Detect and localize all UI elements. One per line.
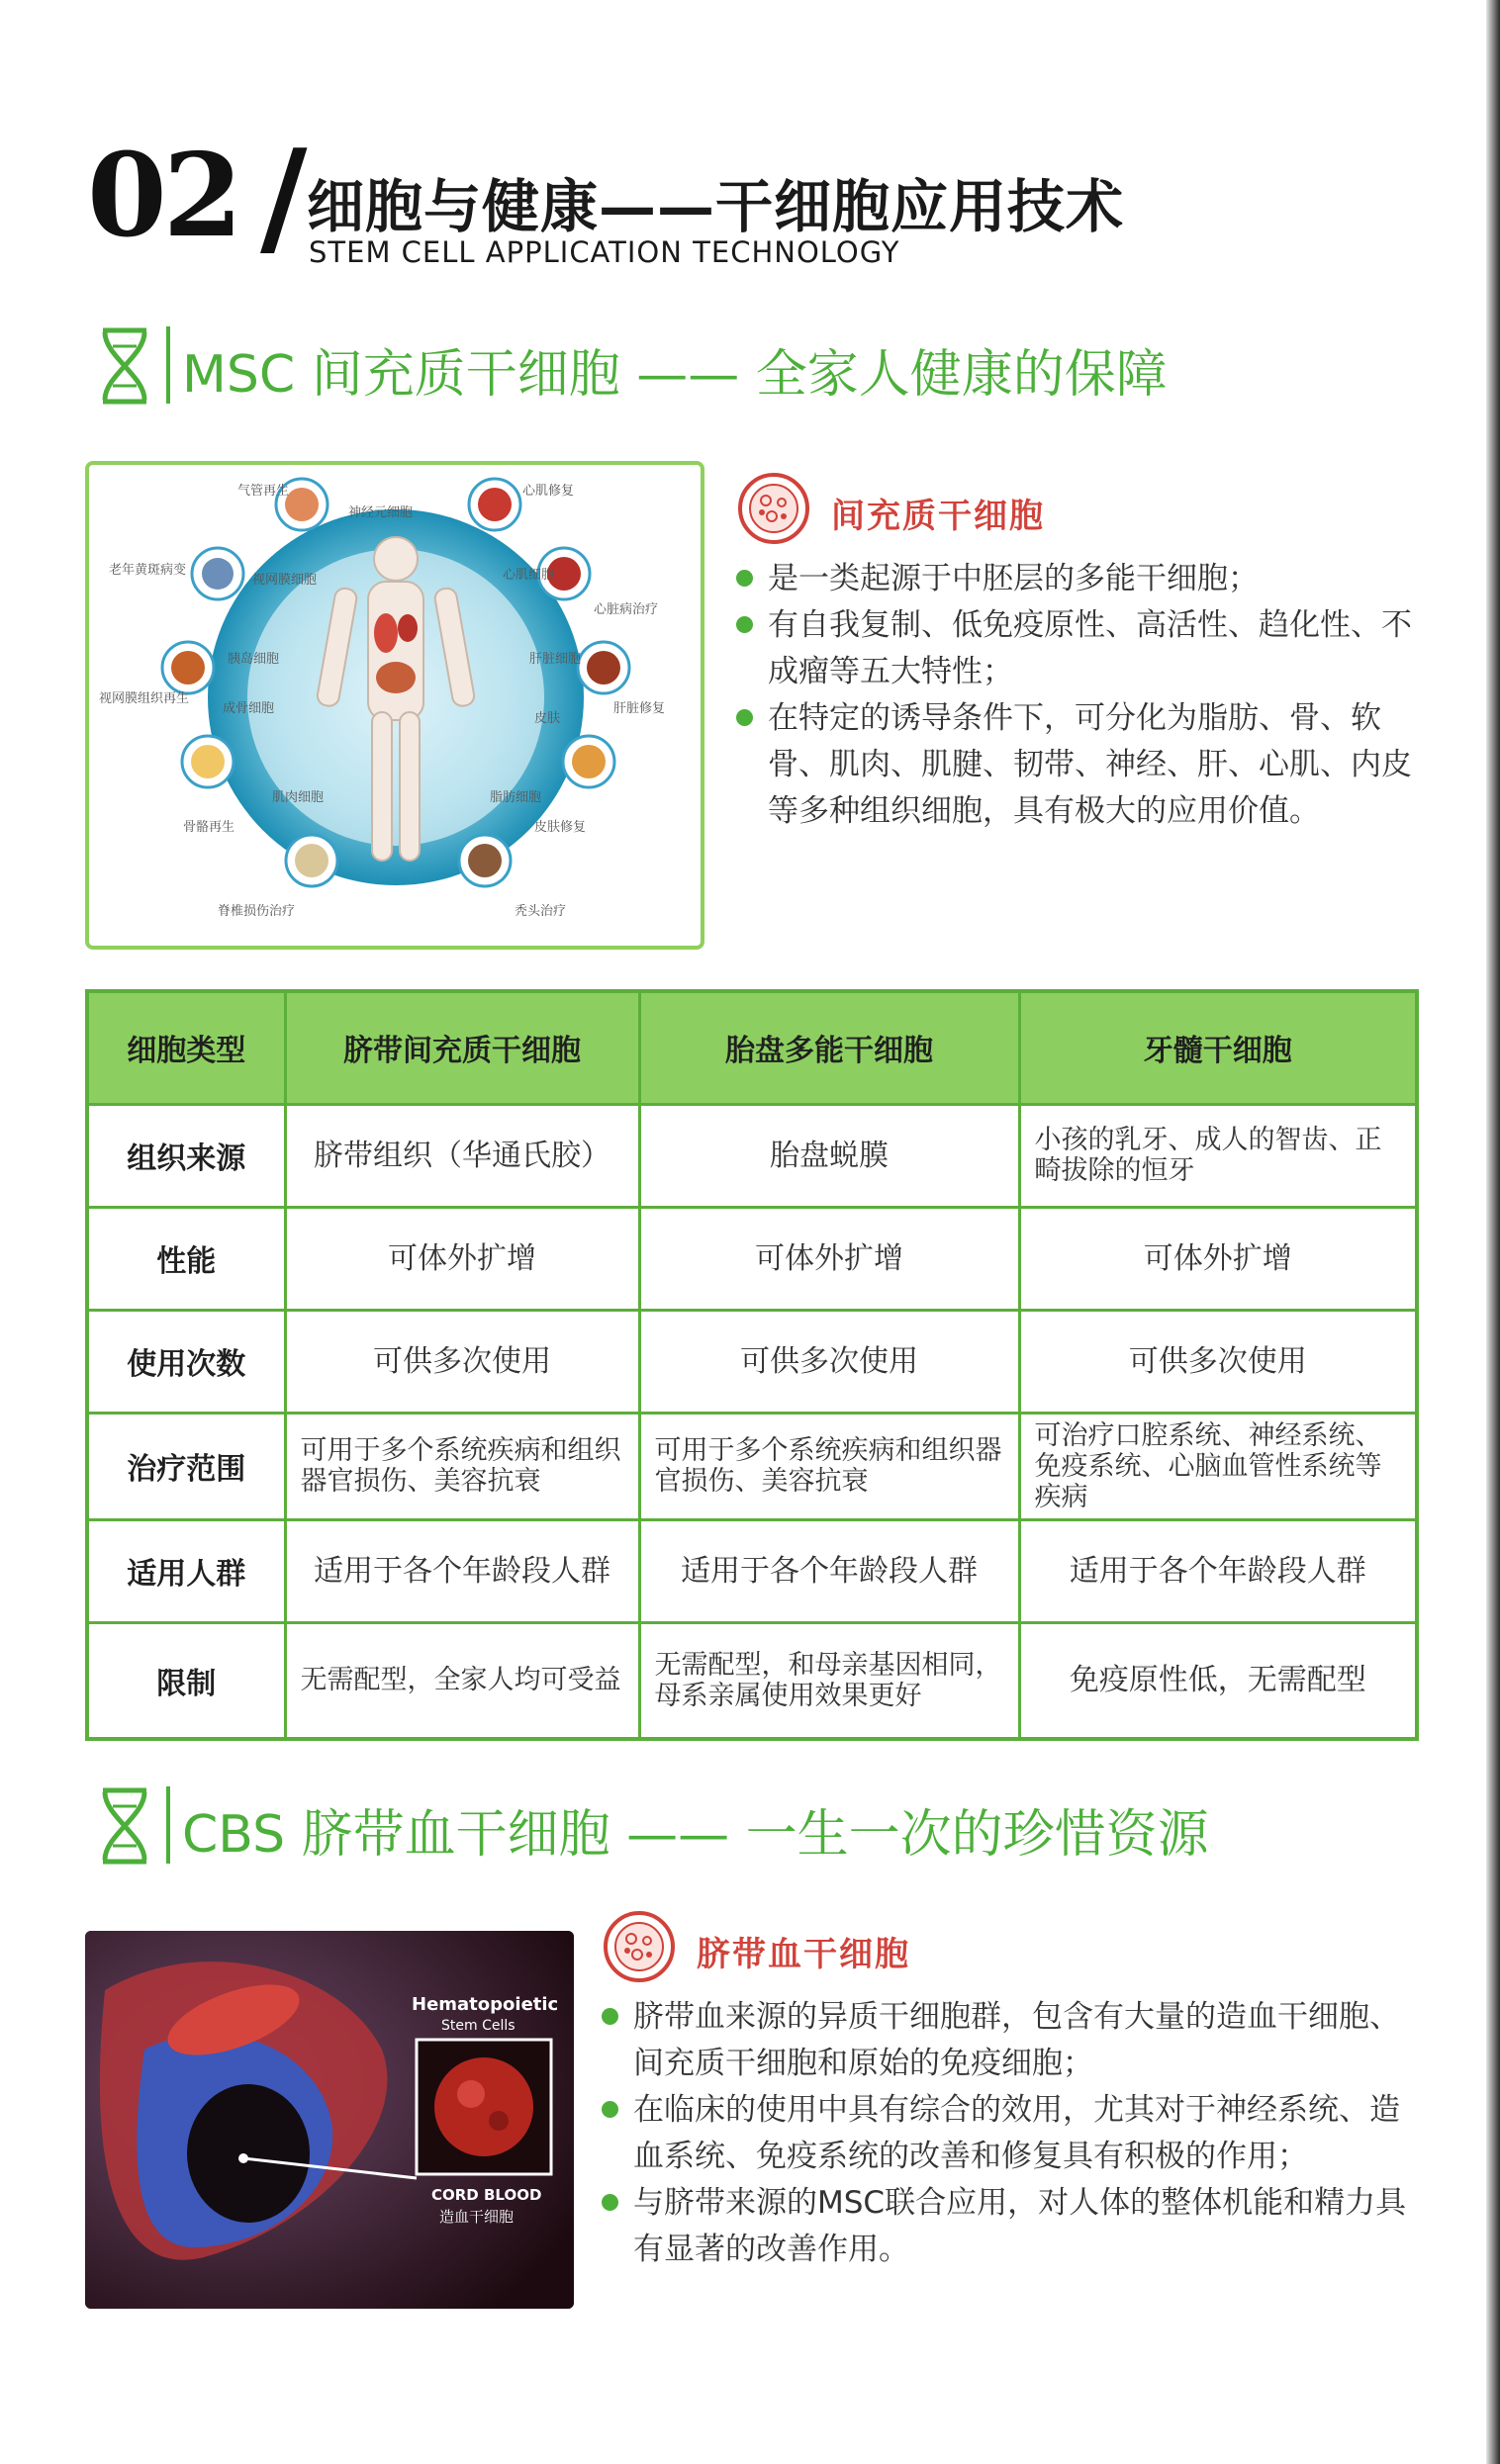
bullet-dot-icon [602, 2194, 618, 2211]
table-cell: 可体外扩增 [1019, 1207, 1417, 1310]
table-cell: 可供多次使用 [285, 1310, 639, 1413]
bullet-dot-icon [602, 2008, 618, 2025]
list-item: 脐带血来源的异质干细胞群，包含有大量的造血干细胞、间充质干细胞和原始的免疫细胞； [602, 1994, 1413, 2087]
table-cell: 可体外扩增 [285, 1207, 639, 1310]
human-body-illustration [89, 465, 701, 946]
page-edge-shadow [1486, 0, 1500, 2464]
table-cell: 适用于各个年龄段人群 [639, 1519, 1019, 1622]
figure-label: 视网膜细胞 [252, 573, 318, 588]
row-label: 限制 [87, 1622, 285, 1739]
dna-icon [95, 1786, 154, 1866]
figure-label: 脂肪细胞 [490, 790, 542, 805]
msc-info-title: 间充质干细胞 [831, 497, 1045, 536]
table-cell: 免疫原性低，无需配型 [1019, 1622, 1417, 1739]
table-cell: 可用于多个系统疾病和组织器官损伤、美容抗衰 [639, 1413, 1019, 1519]
section-msc-heading [95, 326, 1282, 415]
cbs-info-block [602, 1909, 1413, 2273]
figure-label: 肌肉细胞 [272, 790, 325, 805]
table-cell: 小孩的乳牙、成人的智齿、正畸拔除的恒牙 [1019, 1104, 1417, 1207]
cell-icon [602, 1909, 677, 1984]
heading-divider [166, 326, 170, 404]
figure-label: Stem Cells [441, 2018, 516, 2034]
dna-icon [95, 326, 154, 406]
figure-label: 皮肤 [534, 711, 561, 726]
stem-cell-comparison-table [85, 989, 1419, 1741]
section-msc-title: MSC 间充质干细胞 —— 全家人健康的保障 [182, 345, 1168, 405]
list-item: 与脐带来源的MSC联合应用，对人体的整体机能和精力具有显著的改善作用。 [602, 2180, 1413, 2273]
figure-label: 肝脏修复 [613, 701, 666, 716]
table-cell: 无需配型，全家人均可受益 [285, 1622, 639, 1739]
table-header-cell: 细胞类型 [87, 991, 285, 1104]
figure-label: 造血干细胞 [439, 2208, 515, 2226]
figure-label: 神经元细胞 [348, 505, 414, 520]
table-cell: 可供多次使用 [1019, 1310, 1417, 1413]
table-row [87, 1104, 1417, 1207]
table-cell: 可供多次使用 [639, 1310, 1019, 1413]
table-row [87, 1622, 1417, 1739]
list-item: 有自我复制、低免疫原性、高活性、趋化性、不成瘤等五大特性； [736, 602, 1429, 695]
chapter-number: 02 [87, 129, 239, 263]
figure-label: 心肌细胞 [503, 568, 555, 583]
figure-label: 肝脏细胞 [529, 652, 582, 667]
msc-info-block [736, 471, 1429, 835]
cord-blood-illustration [85, 1931, 574, 2309]
heading-divider [166, 1786, 170, 1864]
table-header-cell: 胎盘多能干细胞 [639, 991, 1019, 1104]
cbs-info-title: 脐带血干细胞 [697, 1935, 910, 1974]
list-item: 在临床的使用中具有综合的效用，尤其对于神经系统、造血系统、免疫系统的改善和修复具有积极的作用； [602, 2087, 1413, 2180]
list-item: 是一类起源于中胚层的多能干细胞； [736, 556, 1429, 602]
bullet-dot-icon [736, 709, 753, 726]
row-label: 性能 [87, 1207, 285, 1310]
figure-label: 骨骼再生 [183, 820, 235, 835]
table-header-row [87, 991, 1417, 1104]
figure-label: 皮肤修复 [534, 820, 587, 835]
figure-label: 心肌修复 [522, 484, 575, 499]
figure-label: 视网膜组织再生 [99, 691, 190, 706]
msc-differentiation-figure [85, 461, 704, 950]
table-cell: 适用于各个年龄段人群 [1019, 1519, 1417, 1622]
table-cell: 无需配型，和母亲基因相同，母系亲属使用效果更好 [639, 1622, 1019, 1739]
bullet-dot-icon [736, 570, 753, 587]
figure-label: Hematopoietic [412, 1994, 559, 2015]
figure-label: 成骨细胞 [223, 701, 275, 716]
table-row [87, 1413, 1417, 1519]
table-row [87, 1207, 1417, 1310]
table-cell: 可治疗口腔系统、神经系统、免疫系统、心脑血管性系统等疾病 [1019, 1413, 1417, 1519]
cell-icon [736, 471, 811, 546]
cord-blood-figure [85, 1931, 574, 2309]
figure-label: CORD BLOOD [431, 2186, 542, 2204]
row-label: 组织来源 [87, 1104, 285, 1207]
figure-label: 秃头治疗 [515, 904, 567, 919]
chapter-subtitle: STEM CELL APPLICATION TECHNOLOGY [309, 235, 900, 269]
row-label: 治疗范围 [87, 1413, 285, 1519]
figure-label: 心脏病治疗 [594, 602, 659, 617]
chapter-header [87, 121, 1175, 277]
table-row [87, 1310, 1417, 1413]
cbs-bullet-list [602, 1994, 1413, 2273]
section-cbs-title: CBS 脐带血干细胞 —— 一生一次的珍惜资源 [182, 1805, 1209, 1865]
table-header-cell: 脐带间充质干细胞 [285, 991, 639, 1104]
table-row [87, 1519, 1417, 1622]
list-item: 在特定的诱导条件下，可分化为脂肪、骨、软骨、肌肉、肌腱、韧带、神经、肝、心肌、内皮等多种组织细胞，具有极大的应用价值。 [736, 695, 1429, 835]
figure-label: 气管再生 [237, 484, 290, 499]
table-cell: 可体外扩增 [639, 1207, 1019, 1310]
msc-bullet-list [736, 556, 1429, 835]
row-label: 适用人群 [87, 1519, 285, 1622]
row-label: 使用次数 [87, 1310, 285, 1413]
figure-label: 老年黄斑病变 [109, 563, 187, 578]
table-cell: 胎盘蜕膜 [639, 1104, 1019, 1207]
chapter-slash: / [260, 121, 308, 272]
section-cbs-heading [95, 1786, 1282, 1875]
chapter-title: 细胞与健康——干细胞应用技术 [307, 173, 1125, 240]
figure-label: 胰岛细胞 [228, 652, 280, 667]
table-cell: 脐带组织（华通氏胶） [285, 1104, 639, 1207]
bullet-dot-icon [602, 2101, 618, 2118]
figure-label: 脊椎损伤治疗 [218, 904, 296, 919]
table-header-cell: 牙髓干细胞 [1019, 991, 1417, 1104]
table-cell: 适用于各个年龄段人群 [285, 1519, 639, 1622]
bullet-dot-icon [736, 616, 753, 633]
table-cell: 可用于多个系统疾病和组织器官损伤、美容抗衰 [285, 1413, 639, 1519]
